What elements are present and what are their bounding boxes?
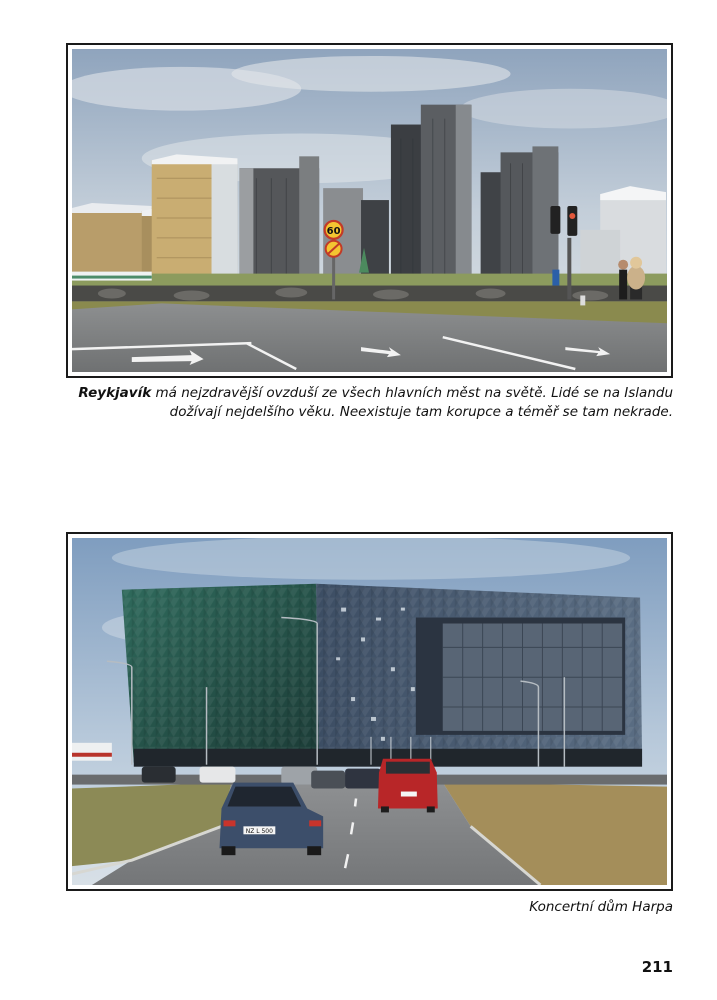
reykjavik-street-image (72, 49, 667, 372)
caption-reykjavik (53, 384, 673, 421)
speed-limit-value: 60 (326, 225, 341, 237)
page-number: 211 (641, 958, 673, 976)
photo-reykjavik (66, 43, 673, 378)
harpa-concert-hall-image (72, 538, 667, 885)
caption-text: má nejzdravější ovzduší ze všech hlavních měst na světě. Lidé se na Islandu dožívají nejdelšího věku. Neexistuje tam korupce a téměř se tam nekrade. (151, 385, 673, 420)
traffic-light-icon (550, 206, 560, 234)
caption-harpa: Koncertní dům Harpa (529, 899, 673, 915)
license-plate-text: NZ L 500 (245, 827, 273, 835)
caption-lead: Reykjavík (78, 385, 152, 401)
photo-harpa (66, 532, 673, 891)
